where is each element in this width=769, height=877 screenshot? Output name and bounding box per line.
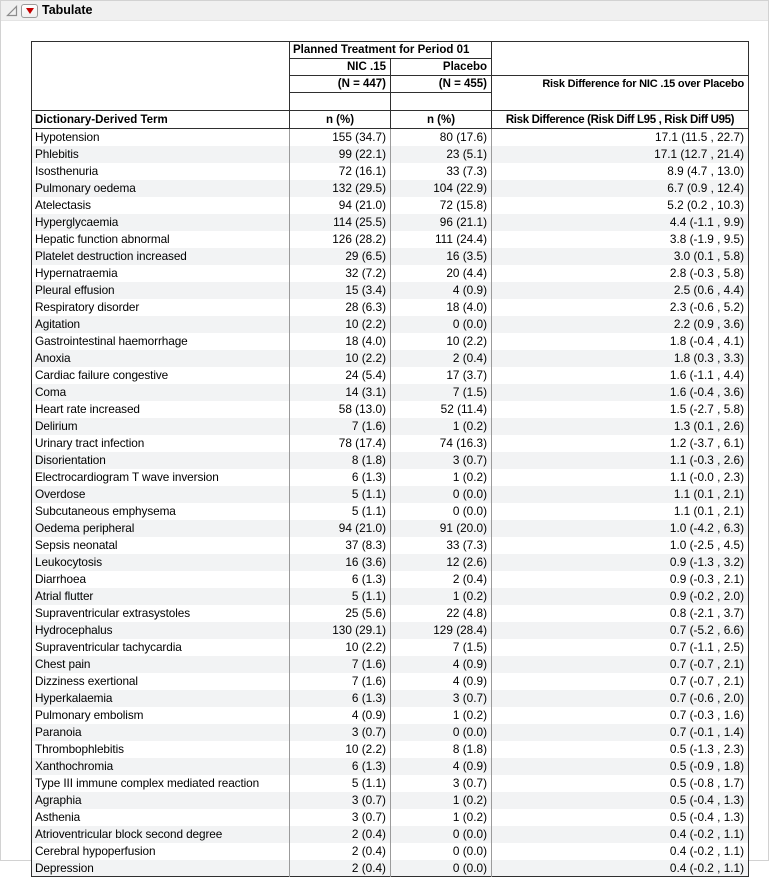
cell-risk-difference: 0.7 (-1.1 , 2.5) bbox=[669, 640, 745, 654]
cell-term: Isosthenuria bbox=[32, 163, 290, 180]
cell-placebo-n-pct: 0 (0.0) bbox=[391, 316, 492, 333]
table-row[interactable] bbox=[32, 571, 749, 588]
cell-nic-n-pct: 7 (1.6) bbox=[290, 673, 391, 690]
cell-risk-difference: 0.8 (-2.1 , 3.7) bbox=[669, 606, 745, 620]
cell-term: Agitation bbox=[32, 316, 290, 333]
cell-nic-n-pct: 6 (1.3) bbox=[290, 571, 391, 588]
treatment1-stat-header: n (%) bbox=[290, 111, 391, 129]
cell-placebo-n-pct: 18 (4.0) bbox=[391, 299, 492, 316]
table-row[interactable] bbox=[32, 401, 749, 418]
cell-placebo-n-pct: 22 (4.8) bbox=[391, 605, 492, 622]
cell-nic-n-pct: 5 (1.1) bbox=[290, 486, 391, 503]
cell-risk-difference: 0.7 (-5.2 , 6.6) bbox=[669, 623, 745, 637]
table-row[interactable] bbox=[32, 299, 749, 316]
outline-collapse-triangle-icon[interactable] bbox=[5, 4, 18, 17]
cell-nic-n-pct: 37 (8.3) bbox=[290, 537, 391, 554]
cell-risk-difference: 1.8 (0.3 , 3.3) bbox=[673, 351, 745, 365]
cell-risk-difference: 1.3 (0.1 , 2.6) bbox=[673, 419, 745, 433]
cell-term: Supraventricular extrasystoles bbox=[32, 605, 290, 622]
cell-risk-difference: 1.0 (-4.2 , 6.3) bbox=[669, 521, 745, 535]
cell-nic-n-pct: 5 (1.1) bbox=[290, 775, 391, 792]
cell-nic-n-pct: 126 (28.2) bbox=[290, 231, 391, 248]
treatment1-label: NIC .15 bbox=[290, 59, 391, 76]
tabulate-table bbox=[31, 41, 749, 877]
cell-nic-n-pct: 132 (29.5) bbox=[290, 180, 391, 197]
cell-term: Gastrointestinal haemorrhage bbox=[32, 333, 290, 350]
cell-placebo-n-pct: 1 (0.2) bbox=[391, 469, 492, 486]
table-row[interactable] bbox=[32, 792, 749, 809]
table-row[interactable] bbox=[32, 588, 749, 605]
cell-term: Paranoia bbox=[32, 724, 290, 741]
red-triangle-menu-button[interactable] bbox=[21, 4, 38, 18]
tabulate-table-container bbox=[31, 41, 749, 877]
cell-placebo-n-pct: 4 (0.9) bbox=[391, 758, 492, 775]
cell-risk-difference: 1.1 (-0.0 , 2.3) bbox=[669, 470, 745, 484]
cell-nic-n-pct: 32 (7.2) bbox=[290, 265, 391, 282]
cell-placebo-n-pct: 3 (0.7) bbox=[391, 775, 492, 792]
outline-title-bar bbox=[1, 1, 768, 21]
table-row[interactable] bbox=[32, 707, 749, 724]
cell-term: Diarrhoea bbox=[32, 571, 290, 588]
cell-term: Chest pain bbox=[32, 656, 290, 673]
table-row[interactable] bbox=[32, 673, 749, 690]
table-row[interactable] bbox=[32, 197, 749, 214]
cell-nic-n-pct: 28 (6.3) bbox=[290, 299, 391, 316]
cell-placebo-n-pct: 33 (7.3) bbox=[391, 537, 492, 554]
table-row[interactable] bbox=[32, 316, 749, 333]
treatment2-n: (N = 455) bbox=[391, 76, 492, 93]
table-row[interactable] bbox=[32, 265, 749, 282]
cell-nic-n-pct: 7 (1.6) bbox=[290, 656, 391, 673]
cell-placebo-n-pct: 1 (0.2) bbox=[391, 588, 492, 605]
cell-term: Platelet destruction increased bbox=[32, 248, 290, 265]
header-blank-cell bbox=[391, 93, 492, 111]
table-row[interactable] bbox=[32, 503, 749, 520]
table-row[interactable] bbox=[32, 384, 749, 401]
cell-risk-difference: 17.1 (11.5 , 22.7) bbox=[655, 130, 745, 145]
cell-placebo-n-pct: 12 (2.6) bbox=[391, 554, 492, 571]
table-header bbox=[32, 42, 749, 129]
cell-term: Phlebitis bbox=[32, 146, 290, 163]
cell-nic-n-pct: 2 (0.4) bbox=[290, 843, 391, 860]
cell-risk-difference: 1.6 (-0.4 , 3.6) bbox=[669, 385, 745, 399]
table-row[interactable] bbox=[32, 180, 749, 197]
cell-placebo-n-pct: 74 (16.3) bbox=[391, 435, 492, 452]
cell-nic-n-pct: 5 (1.1) bbox=[290, 503, 391, 520]
cell-nic-n-pct: 6 (1.3) bbox=[290, 758, 391, 775]
cell-term: Atrial flutter bbox=[32, 588, 290, 605]
cell-term: Hepatic function abnormal bbox=[32, 231, 290, 248]
table-row[interactable] bbox=[32, 690, 749, 707]
cell-nic-n-pct: 6 (1.3) bbox=[290, 690, 391, 707]
cell-risk-difference: 3.8 (-1.9 , 9.5) bbox=[669, 232, 745, 246]
table-row[interactable] bbox=[32, 350, 749, 367]
table-row[interactable] bbox=[32, 843, 749, 860]
cell-nic-n-pct: 2 (0.4) bbox=[290, 860, 391, 877]
cell-nic-n-pct: 94 (21.0) bbox=[290, 520, 391, 537]
cell-risk-difference: 0.5 (-0.9 , 1.8) bbox=[669, 759, 745, 773]
cell-risk-difference: 0.9 (-1.3 , 3.2) bbox=[669, 555, 745, 569]
table-row[interactable] bbox=[32, 418, 749, 435]
cell-risk-difference: 2.8 (-0.3 , 5.8) bbox=[669, 266, 745, 280]
cell-term: Cerebral hypoperfusion bbox=[32, 843, 290, 860]
cell-risk-difference: 1.6 (-1.1 , 4.4) bbox=[669, 368, 745, 382]
table-row[interactable] bbox=[32, 248, 749, 265]
cell-nic-n-pct: 25 (5.6) bbox=[290, 605, 391, 622]
cell-placebo-n-pct: 3 (0.7) bbox=[391, 452, 492, 469]
cell-placebo-n-pct: 91 (20.0) bbox=[391, 520, 492, 537]
cell-placebo-n-pct: 23 (5.1) bbox=[391, 146, 492, 163]
cell-risk-difference: 8.9 (4.7 , 13.0) bbox=[667, 164, 745, 178]
cell-placebo-n-pct: 7 (1.5) bbox=[391, 639, 492, 656]
cell-nic-n-pct: 6 (1.3) bbox=[290, 469, 391, 486]
cell-term: Overdose bbox=[32, 486, 290, 503]
cell-nic-n-pct: 5 (1.1) bbox=[290, 588, 391, 605]
cell-term: Atelectasis bbox=[32, 197, 290, 214]
cell-placebo-n-pct: 7 (1.5) bbox=[391, 384, 492, 401]
cell-term: Xanthochromia bbox=[32, 758, 290, 775]
cell-risk-difference: 5.2 (0.2 , 10.3) bbox=[667, 198, 745, 212]
cell-risk-difference: 0.9 (-0.3 , 2.1) bbox=[669, 572, 745, 586]
cell-nic-n-pct: 10 (2.2) bbox=[290, 639, 391, 656]
cell-placebo-n-pct: 2 (0.4) bbox=[391, 571, 492, 588]
risk-header-spacer bbox=[492, 42, 749, 76]
cell-term: Coma bbox=[32, 384, 290, 401]
cell-risk-difference: 1.1 (0.1 , 2.1) bbox=[673, 487, 745, 501]
cell-nic-n-pct: 8 (1.8) bbox=[290, 452, 391, 469]
cell-placebo-n-pct: 52 (11.4) bbox=[391, 401, 492, 418]
table-row[interactable] bbox=[32, 231, 749, 248]
cell-risk-difference: 1.0 (-2.5 , 4.5) bbox=[669, 538, 745, 552]
table-row[interactable] bbox=[32, 367, 749, 384]
cell-risk-difference: 2.5 (0.6 , 4.4) bbox=[673, 283, 745, 297]
cell-term: Hypernatraemia bbox=[32, 265, 290, 282]
table-row[interactable] bbox=[32, 622, 749, 639]
cell-placebo-n-pct: 4 (0.9) bbox=[391, 673, 492, 690]
cell-nic-n-pct: 10 (2.2) bbox=[290, 350, 391, 367]
cell-placebo-n-pct: 80 (17.6) bbox=[391, 129, 492, 146]
cell-term: Hyperglycaemia bbox=[32, 214, 290, 231]
cell-term: Heart rate increased bbox=[32, 401, 290, 418]
table-row[interactable] bbox=[32, 724, 749, 741]
cell-nic-n-pct: 2 (0.4) bbox=[290, 826, 391, 843]
table-row[interactable] bbox=[32, 452, 749, 469]
table-row[interactable] bbox=[32, 486, 749, 503]
table-row[interactable] bbox=[32, 860, 749, 877]
cell-placebo-n-pct: 33 (7.3) bbox=[391, 163, 492, 180]
table-row[interactable] bbox=[32, 656, 749, 673]
risk-column-header: Risk Difference for NIC .15 over Placebo bbox=[542, 78, 745, 90]
cell-term: Leukocytosis bbox=[32, 554, 290, 571]
cell-term: Oedema peripheral bbox=[32, 520, 290, 537]
header-blank-cell bbox=[290, 93, 391, 111]
cell-nic-n-pct: 155 (34.7) bbox=[290, 129, 391, 146]
cell-nic-n-pct: 4 (0.9) bbox=[290, 707, 391, 724]
cell-risk-difference: 0.5 (-1.3 , 2.3) bbox=[669, 742, 745, 756]
table-row[interactable] bbox=[32, 129, 749, 146]
cell-nic-n-pct: 58 (13.0) bbox=[290, 401, 391, 418]
cell-term: Urinary tract infection bbox=[32, 435, 290, 452]
cell-term: Thrombophlebitis bbox=[32, 741, 290, 758]
table-row[interactable] bbox=[32, 146, 749, 163]
cell-risk-difference: 0.5 (-0.8 , 1.7) bbox=[669, 776, 745, 790]
cell-placebo-n-pct: 1 (0.2) bbox=[391, 707, 492, 724]
cell-nic-n-pct: 10 (2.2) bbox=[290, 741, 391, 758]
table-row[interactable] bbox=[32, 163, 749, 180]
table-row[interactable] bbox=[32, 605, 749, 622]
cell-nic-n-pct: 3 (0.7) bbox=[290, 724, 391, 741]
cell-nic-n-pct: 16 (3.6) bbox=[290, 554, 391, 571]
cell-nic-n-pct: 94 (21.0) bbox=[290, 197, 391, 214]
cell-risk-difference: 0.4 (-0.2 , 1.1) bbox=[669, 844, 745, 858]
cell-placebo-n-pct: 4 (0.9) bbox=[391, 282, 492, 299]
cell-risk-difference: 4.4 (-1.1 , 9.9) bbox=[669, 215, 745, 229]
cell-risk-difference: 0.9 (-0.2 , 2.0) bbox=[669, 589, 745, 603]
cell-term: Asthenia bbox=[32, 809, 290, 826]
cell-risk-difference: 1.8 (-0.4 , 4.1) bbox=[669, 334, 745, 348]
cell-placebo-n-pct: 16 (3.5) bbox=[391, 248, 492, 265]
table-row[interactable] bbox=[32, 520, 749, 537]
cell-nic-n-pct: 7 (1.6) bbox=[290, 418, 391, 435]
treatment2-stat-header: n (%) bbox=[391, 111, 492, 129]
cell-placebo-n-pct: 104 (22.9) bbox=[391, 180, 492, 197]
cell-nic-n-pct: 29 (6.5) bbox=[290, 248, 391, 265]
cell-placebo-n-pct: 96 (21.1) bbox=[391, 214, 492, 231]
cell-placebo-n-pct: 111 (24.4) bbox=[391, 231, 492, 248]
cell-risk-difference: 0.5 (-0.4 , 1.3) bbox=[669, 793, 745, 807]
treatment1-n: (N = 447) bbox=[290, 76, 391, 93]
treatment-group-header: Planned Treatment for Period 01 bbox=[290, 42, 492, 59]
cell-term: Hypotension bbox=[32, 129, 290, 146]
cell-term: Agraphia bbox=[32, 792, 290, 809]
table-row[interactable] bbox=[32, 809, 749, 826]
cell-placebo-n-pct: 8 (1.8) bbox=[391, 741, 492, 758]
row-dimension-header: Dictionary-Derived Term bbox=[32, 111, 290, 129]
cell-term: Atrioventricular block second degree bbox=[32, 826, 290, 843]
cell-term: Pulmonary embolism bbox=[32, 707, 290, 724]
cell-term: Electrocardiogram T wave inversion bbox=[32, 469, 290, 486]
cell-placebo-n-pct: 1 (0.2) bbox=[391, 809, 492, 826]
cell-term: Hydrocephalus bbox=[32, 622, 290, 639]
risk-stat-header: Risk Difference (Risk Diff L95 , Risk Diff U95) bbox=[492, 111, 749, 129]
table-row[interactable] bbox=[32, 282, 749, 299]
cell-nic-n-pct: 10 (2.2) bbox=[290, 316, 391, 333]
cell-term: Disorientation bbox=[32, 452, 290, 469]
cell-placebo-n-pct: 72 (15.8) bbox=[391, 197, 492, 214]
cell-placebo-n-pct: 1 (0.2) bbox=[391, 792, 492, 809]
table-row[interactable] bbox=[32, 775, 749, 792]
table-row[interactable] bbox=[32, 537, 749, 554]
table-row[interactable] bbox=[32, 554, 749, 571]
cell-risk-difference: 0.4 (-0.2 , 1.1) bbox=[669, 860, 745, 875]
cell-placebo-n-pct: 0 (0.0) bbox=[391, 860, 492, 877]
cell-nic-n-pct: 78 (17.4) bbox=[290, 435, 391, 452]
table-row[interactable] bbox=[32, 639, 749, 656]
cell-placebo-n-pct: 17 (3.7) bbox=[391, 367, 492, 384]
cell-nic-n-pct: 15 (3.4) bbox=[290, 282, 391, 299]
cell-risk-difference: 1.5 (-2.7 , 5.8) bbox=[669, 402, 745, 416]
cell-nic-n-pct: 130 (29.1) bbox=[290, 622, 391, 639]
red-triangle-icon bbox=[26, 8, 34, 14]
table-body bbox=[32, 129, 749, 877]
table-row[interactable] bbox=[32, 214, 749, 231]
cell-nic-n-pct: 72 (16.1) bbox=[290, 163, 391, 180]
cell-term: Depression bbox=[32, 860, 290, 877]
cell-term: Pleural effusion bbox=[32, 282, 290, 299]
cell-risk-difference: 0.7 (-0.3 , 1.6) bbox=[669, 708, 745, 722]
cell-term: Delirium bbox=[32, 418, 290, 435]
cell-term: Pulmonary oedema bbox=[32, 180, 290, 197]
cell-placebo-n-pct: 2 (0.4) bbox=[391, 350, 492, 367]
treatment2-label: Placebo bbox=[391, 59, 492, 76]
cell-term: Sepsis neonatal bbox=[32, 537, 290, 554]
cell-risk-difference: 2.3 (-0.6 , 5.2) bbox=[669, 300, 745, 314]
cell-risk-difference: 2.2 (0.9 , 3.6) bbox=[673, 317, 745, 331]
cell-placebo-n-pct: 0 (0.0) bbox=[391, 843, 492, 860]
cell-risk-difference: 17.1 (12.7 , 21.4) bbox=[654, 147, 745, 161]
cell-term: Supraventricular tachycardia bbox=[32, 639, 290, 656]
cell-risk-difference: 0.5 (-0.4 , 1.3) bbox=[669, 810, 745, 824]
table-row[interactable] bbox=[32, 758, 749, 775]
cell-term: Type III immune complex mediated reaction bbox=[32, 775, 290, 792]
cell-risk-difference: 1.1 (-0.3 , 2.6) bbox=[669, 453, 745, 467]
cell-term: Cardiac failure congestive bbox=[32, 367, 290, 384]
cell-nic-n-pct: 24 (5.4) bbox=[290, 367, 391, 384]
cell-placebo-n-pct: 10 (2.2) bbox=[391, 333, 492, 350]
cell-placebo-n-pct: 0 (0.0) bbox=[391, 503, 492, 520]
cell-risk-difference: 0.4 (-0.2 , 1.1) bbox=[669, 827, 745, 841]
cell-term: Respiratory disorder bbox=[32, 299, 290, 316]
cell-placebo-n-pct: 20 (4.4) bbox=[391, 265, 492, 282]
cell-placebo-n-pct: 0 (0.0) bbox=[391, 486, 492, 503]
cell-risk-difference: 3.0 (0.1 , 5.8) bbox=[673, 249, 745, 263]
cell-placebo-n-pct: 3 (0.7) bbox=[391, 690, 492, 707]
table-row[interactable] bbox=[32, 469, 749, 486]
cell-placebo-n-pct: 129 (28.4) bbox=[391, 622, 492, 639]
table-row[interactable] bbox=[32, 333, 749, 350]
cell-risk-difference: 6.7 (0.9 , 12.4) bbox=[667, 181, 745, 195]
cell-risk-difference: 0.7 (-0.1 , 1.4) bbox=[669, 725, 745, 739]
cell-risk-difference: 1.1 (0.1 , 2.1) bbox=[673, 504, 745, 518]
cell-term: Anoxia bbox=[32, 350, 290, 367]
cell-nic-n-pct: 3 (0.7) bbox=[290, 809, 391, 826]
cell-risk-difference: 0.7 (-0.6 , 2.0) bbox=[669, 691, 745, 705]
cell-term: Dizziness exertional bbox=[32, 673, 290, 690]
table-row[interactable] bbox=[32, 435, 749, 452]
cell-nic-n-pct: 99 (22.1) bbox=[290, 146, 391, 163]
cell-term: Hyperkalaemia bbox=[32, 690, 290, 707]
cell-risk-difference: 1.2 (-3.7 , 6.1) bbox=[669, 436, 745, 450]
cell-term: Subcutaneous emphysema bbox=[32, 503, 290, 520]
cell-placebo-n-pct: 0 (0.0) bbox=[391, 826, 492, 843]
cell-nic-n-pct: 14 (3.1) bbox=[290, 384, 391, 401]
cell-risk-difference: 0.7 (-0.7 , 2.1) bbox=[669, 657, 745, 671]
cell-nic-n-pct: 18 (4.0) bbox=[290, 333, 391, 350]
cell-placebo-n-pct: 1 (0.2) bbox=[391, 418, 492, 435]
cell-risk-difference: 0.7 (-0.7 , 2.1) bbox=[669, 674, 745, 688]
header-corner-cell bbox=[32, 42, 290, 111]
cell-nic-n-pct: 3 (0.7) bbox=[290, 792, 391, 809]
outline-title: Tabulate bbox=[42, 3, 93, 17]
table-row[interactable] bbox=[32, 741, 749, 758]
cell-placebo-n-pct: 4 (0.9) bbox=[391, 656, 492, 673]
cell-nic-n-pct: 114 (25.5) bbox=[290, 214, 391, 231]
table-row[interactable] bbox=[32, 826, 749, 843]
cell-placebo-n-pct: 0 (0.0) bbox=[391, 724, 492, 741]
